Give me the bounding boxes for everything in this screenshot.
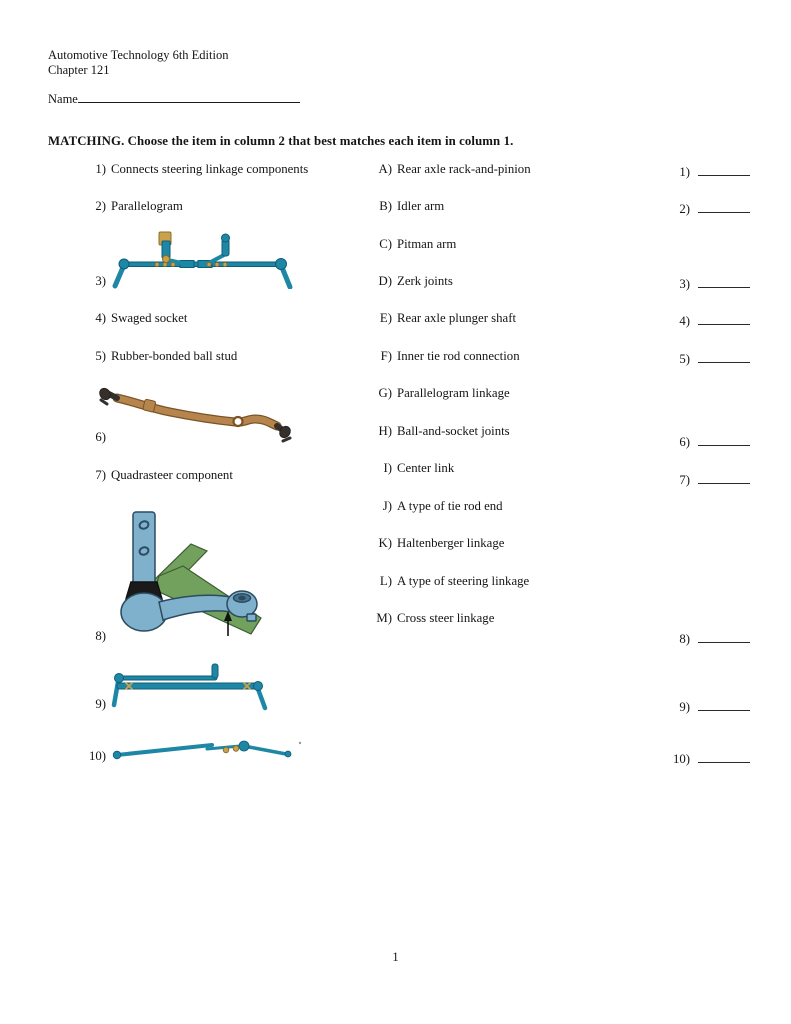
option-text: A type of steering linkage <box>397 574 530 588</box>
document-title: Automotive Technology 6th Edition <box>48 48 229 62</box>
answer-number: 8) <box>679 632 690 646</box>
answer-row-3 <box>662 274 750 292</box>
option-text: Ball-and-socket joints <box>397 424 510 438</box>
question-row-10 <box>80 749 106 764</box>
option-letter: J) <box>382 499 392 513</box>
answer-row-5 <box>662 349 750 367</box>
question-text: Connects steering linkage components <box>111 162 309 176</box>
answer-number: 4) <box>679 314 690 328</box>
question-number: 3) <box>95 274 106 288</box>
answer-number: 9) <box>679 700 690 714</box>
illustration-parallelogram-steering-linkage <box>110 227 295 289</box>
answer-row-2 <box>662 199 750 217</box>
answer-number: 7) <box>679 473 690 487</box>
answer-blank <box>698 349 750 363</box>
option-letter: A) <box>378 162 392 176</box>
question-number: 4) <box>95 311 106 325</box>
question-number: 1) <box>95 162 106 176</box>
option-letter: F) <box>380 349 392 363</box>
answer-number: 2) <box>679 202 690 216</box>
chapter-label: Chapter 121 <box>48 63 110 77</box>
answer-row-6 <box>662 432 750 450</box>
option-text: Zerk joints <box>397 274 453 288</box>
option-text: Center link <box>397 461 455 475</box>
option-letter: B) <box>379 199 392 213</box>
option-row-a <box>370 162 531 177</box>
question-row-5 <box>80 349 237 364</box>
name-row <box>48 90 300 107</box>
answer-blank <box>698 199 750 213</box>
question-row-1 <box>80 162 308 177</box>
answer-blank <box>698 274 750 288</box>
option-letter: C) <box>379 237 392 251</box>
question-text: Parallelogram <box>111 199 183 213</box>
question-number: 10) <box>88 749 106 763</box>
answer-number: 1) <box>679 165 690 179</box>
question-number: 9) <box>95 697 106 711</box>
option-row-l <box>370 574 529 589</box>
question-row-2 <box>80 199 183 214</box>
question-text: Quadrasteer component <box>111 468 233 482</box>
answer-number: 5) <box>679 352 690 366</box>
option-row-g <box>370 386 510 401</box>
answer-number: 3) <box>679 277 690 291</box>
answer-blank <box>698 311 750 325</box>
option-letter: D) <box>378 274 392 288</box>
illustration-relay-rod-linkage <box>105 662 270 712</box>
option-row-f <box>370 349 520 364</box>
option-letter: H) <box>378 424 392 438</box>
option-text: Rear axle plunger shaft <box>397 311 517 325</box>
answer-row-1 <box>662 162 750 180</box>
option-text: Pitman arm <box>397 237 457 251</box>
answer-blank <box>698 749 750 763</box>
question-number: 7) <box>95 468 106 482</box>
option-row-i <box>370 461 454 476</box>
answer-number: 10) <box>672 752 690 766</box>
question-text: Rubber-bonded ball stud <box>111 349 238 363</box>
option-text: Cross steer linkage <box>397 611 495 625</box>
illustration-center-link <box>95 386 300 444</box>
option-text: Inner tie rod connection <box>397 349 520 363</box>
matching-instructions: MATCHING. Choose the item in column 2 that best matches each item in column 1. <box>48 134 514 148</box>
option-text: Rear axle rack-and-pinion <box>397 162 531 176</box>
answer-blank <box>698 162 750 176</box>
answer-row-7 <box>662 470 750 488</box>
answer-blank <box>698 470 750 484</box>
document-header <box>48 48 228 78</box>
option-letter: K) <box>378 536 392 550</box>
option-text: Haltenberger linkage <box>397 536 505 550</box>
illustration-idler-arm-on-frame <box>103 506 265 638</box>
answer-blank <box>698 697 750 711</box>
option-row-c <box>370 237 456 252</box>
option-text: Idler arm <box>397 199 445 213</box>
question-row-4 <box>80 311 187 326</box>
option-letter: G) <box>378 386 392 400</box>
question-row-3 <box>80 274 106 289</box>
answer-row-8 <box>662 629 750 647</box>
option-row-h <box>370 424 510 439</box>
option-text: Parallelogram linkage <box>397 386 510 400</box>
answer-blank <box>698 629 750 643</box>
question-row-9 <box>80 697 106 712</box>
question-row-7 <box>80 468 233 483</box>
answer-row-10 <box>662 749 750 767</box>
option-letter: L) <box>379 574 392 588</box>
option-letter: I) <box>383 461 392 475</box>
option-row-e <box>370 311 516 326</box>
answer-blank <box>698 432 750 446</box>
name-blank-line <box>78 90 300 103</box>
option-row-m <box>370 611 494 626</box>
option-letter: M) <box>376 611 392 625</box>
question-number: 2) <box>95 199 106 213</box>
option-row-b <box>370 199 444 214</box>
option-row-k <box>370 536 504 551</box>
answer-number: 6) <box>679 435 690 449</box>
option-row-j <box>370 499 503 514</box>
illustration-drag-link <box>110 740 305 764</box>
option-row-d <box>370 274 453 289</box>
option-text: A type of tie rod end <box>397 499 503 513</box>
answer-row-4 <box>662 311 750 329</box>
page-number: 1 <box>392 950 399 964</box>
question-number: 8) <box>95 629 106 643</box>
question-number: 6) <box>95 430 106 444</box>
answer-row-9 <box>662 697 750 715</box>
question-text: Swaged socket <box>111 311 188 325</box>
question-number: 5) <box>95 349 106 363</box>
name-label: Name <box>48 92 78 106</box>
option-letter: E) <box>379 311 392 325</box>
